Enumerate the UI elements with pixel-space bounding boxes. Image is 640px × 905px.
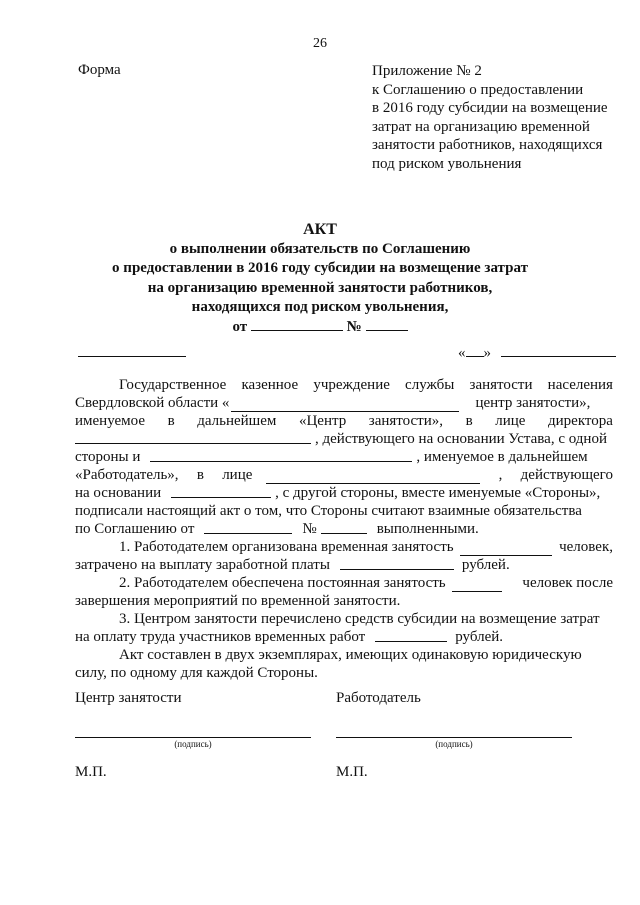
text: лице — [222, 467, 253, 483]
appendix-line: Приложение № 2 — [372, 63, 482, 79]
text: силу, по одному для каждой Стороны. — [75, 665, 318, 681]
text: , с другой стороны, вместе именуемые «Стороны», — [275, 485, 601, 501]
text: «Работодатель», — [75, 467, 179, 483]
text: рублей. — [455, 629, 504, 645]
employer-name-blank[interactable] — [150, 448, 412, 462]
word: в — [167, 413, 175, 429]
word: именуемое — [75, 413, 145, 429]
subsidy-amount-blank[interactable] — [375, 628, 447, 642]
document-title — [0, 220, 640, 337]
appendix-line: затрат на организацию временной — [372, 118, 590, 135]
day-blank[interactable] — [466, 344, 484, 357]
text: 3. Центром занятости перечислено средств субсидии на возмещение затрат — [119, 611, 600, 627]
quote-open: « — [458, 345, 466, 361]
title-date-number-line — [0, 318, 640, 338]
appendix-line: в 2016 году субсидии на возмещение — [372, 100, 608, 116]
p5-line — [75, 664, 613, 682]
p1-line — [75, 430, 613, 448]
word: казенное — [241, 377, 299, 393]
appendix-line: занятости работников, находящихся — [372, 137, 603, 153]
p1-line — [75, 466, 613, 484]
p1-line — [75, 412, 613, 430]
date-blank-row — [458, 344, 616, 362]
signature-caption: (подпись) — [174, 739, 212, 749]
text: , — [498, 467, 503, 483]
p1-line — [75, 502, 613, 520]
p2-line — [75, 538, 613, 556]
p3-line — [75, 574, 613, 592]
word: лице — [495, 413, 526, 429]
appendix-note — [372, 62, 608, 173]
word: в — [465, 413, 473, 429]
word: службы — [405, 377, 455, 393]
p1-line — [75, 448, 613, 466]
appendix-line: под риском увольнения — [372, 155, 522, 172]
title-line: о выполнении обязательств по Соглашению — [169, 240, 471, 257]
place-blank-row — [78, 344, 186, 362]
p1-line — [75, 484, 613, 502]
word: «Центр — [298, 413, 347, 429]
p4-line — [75, 610, 613, 628]
temporary-workers-blank[interactable] — [460, 542, 552, 556]
word: Государственное — [119, 377, 227, 393]
word: директора — [548, 413, 613, 429]
signature-line[interactable] — [75, 707, 311, 738]
director-name-blank[interactable] — [75, 430, 311, 444]
quote-close: » — [483, 345, 491, 361]
text: , действующего на основании Устава, с одной — [315, 431, 607, 447]
page-number: 26 — [313, 36, 327, 51]
title-number-sign: № — [346, 318, 362, 335]
text: № — [302, 521, 317, 537]
text: затрачено на выплату заработной платы — [75, 557, 330, 573]
word: населения — [547, 377, 613, 393]
text: центр занятости», — [475, 395, 591, 411]
text: 2. Работодателем обеспечена постоянная занятость — [119, 575, 446, 591]
text: рублей. — [461, 557, 510, 573]
p2-line — [75, 556, 613, 574]
text: 1. Работодателем организована временная занятость — [119, 539, 454, 555]
text: Свердловской области « — [75, 395, 230, 411]
title-line: на организацию временной занятости работников, — [147, 279, 493, 296]
basis-blank[interactable] — [171, 484, 271, 498]
p5-line — [75, 646, 613, 664]
appendix-line: к Соглашению о предоставлении — [372, 81, 584, 98]
text: действующего — [520, 467, 613, 483]
act-body — [75, 376, 613, 682]
title-line: о предоставлении в 2016 году субсидии на возмещение затрат — [112, 260, 528, 276]
signature-employment-center — [75, 690, 311, 781]
month-year-blank[interactable] — [501, 344, 616, 357]
p4-line — [75, 628, 613, 646]
text: Акт составлен в двух экземплярах, имеющих одинаковую юридическую — [119, 647, 582, 663]
text: человек, — [559, 539, 613, 555]
signature-line[interactable] — [336, 707, 572, 738]
signature-title: Центр занятости — [75, 690, 182, 706]
wages-amount-blank[interactable] — [340, 556, 454, 570]
text: по Соглашению от — [75, 521, 195, 537]
text: завершения мероприятий по временной занятости. — [75, 593, 401, 609]
text: , именуемое в дальнейшем — [416, 449, 588, 465]
signature-employer — [336, 690, 572, 781]
agreement-date-blank[interactable] — [204, 520, 292, 534]
organization-name-blank[interactable] — [231, 398, 459, 412]
title-from: от — [232, 318, 248, 335]
text: на основании — [75, 485, 162, 501]
text: стороны и — [75, 449, 141, 465]
title-main: АКТ — [303, 221, 337, 238]
title-line: находящихся под риском увольнения, — [191, 299, 449, 315]
permanent-workers-blank[interactable] — [452, 578, 502, 592]
word: занятости — [469, 377, 533, 393]
representative-name-blank[interactable] — [266, 470, 480, 484]
p1-line — [75, 394, 613, 412]
text: выполненными. — [376, 521, 479, 537]
stamp-place: М.П. — [336, 764, 368, 780]
p3-line — [75, 592, 613, 610]
p1-line — [75, 376, 613, 394]
agreement-number-blank[interactable] — [321, 520, 367, 534]
number-blank[interactable] — [366, 318, 408, 331]
word: дальнейшем — [197, 413, 277, 429]
stamp-place: М.П. — [75, 764, 107, 780]
word: учреждение — [313, 377, 390, 393]
text: человек после — [522, 575, 613, 591]
form-label: Форма — [78, 62, 121, 78]
signature-title: Работодатель — [336, 690, 421, 706]
word: занятости», — [368, 413, 444, 429]
signature-caption: (подпись) — [435, 739, 473, 749]
place-blank[interactable] — [78, 344, 186, 357]
text: в — [196, 467, 204, 483]
text: на оплату труда участников временных работ — [75, 629, 366, 645]
p1-line — [75, 520, 613, 538]
date-blank[interactable] — [251, 318, 343, 331]
text: подписали настоящий акт о том, что Стороны считают взаимные обязательства — [75, 503, 582, 519]
